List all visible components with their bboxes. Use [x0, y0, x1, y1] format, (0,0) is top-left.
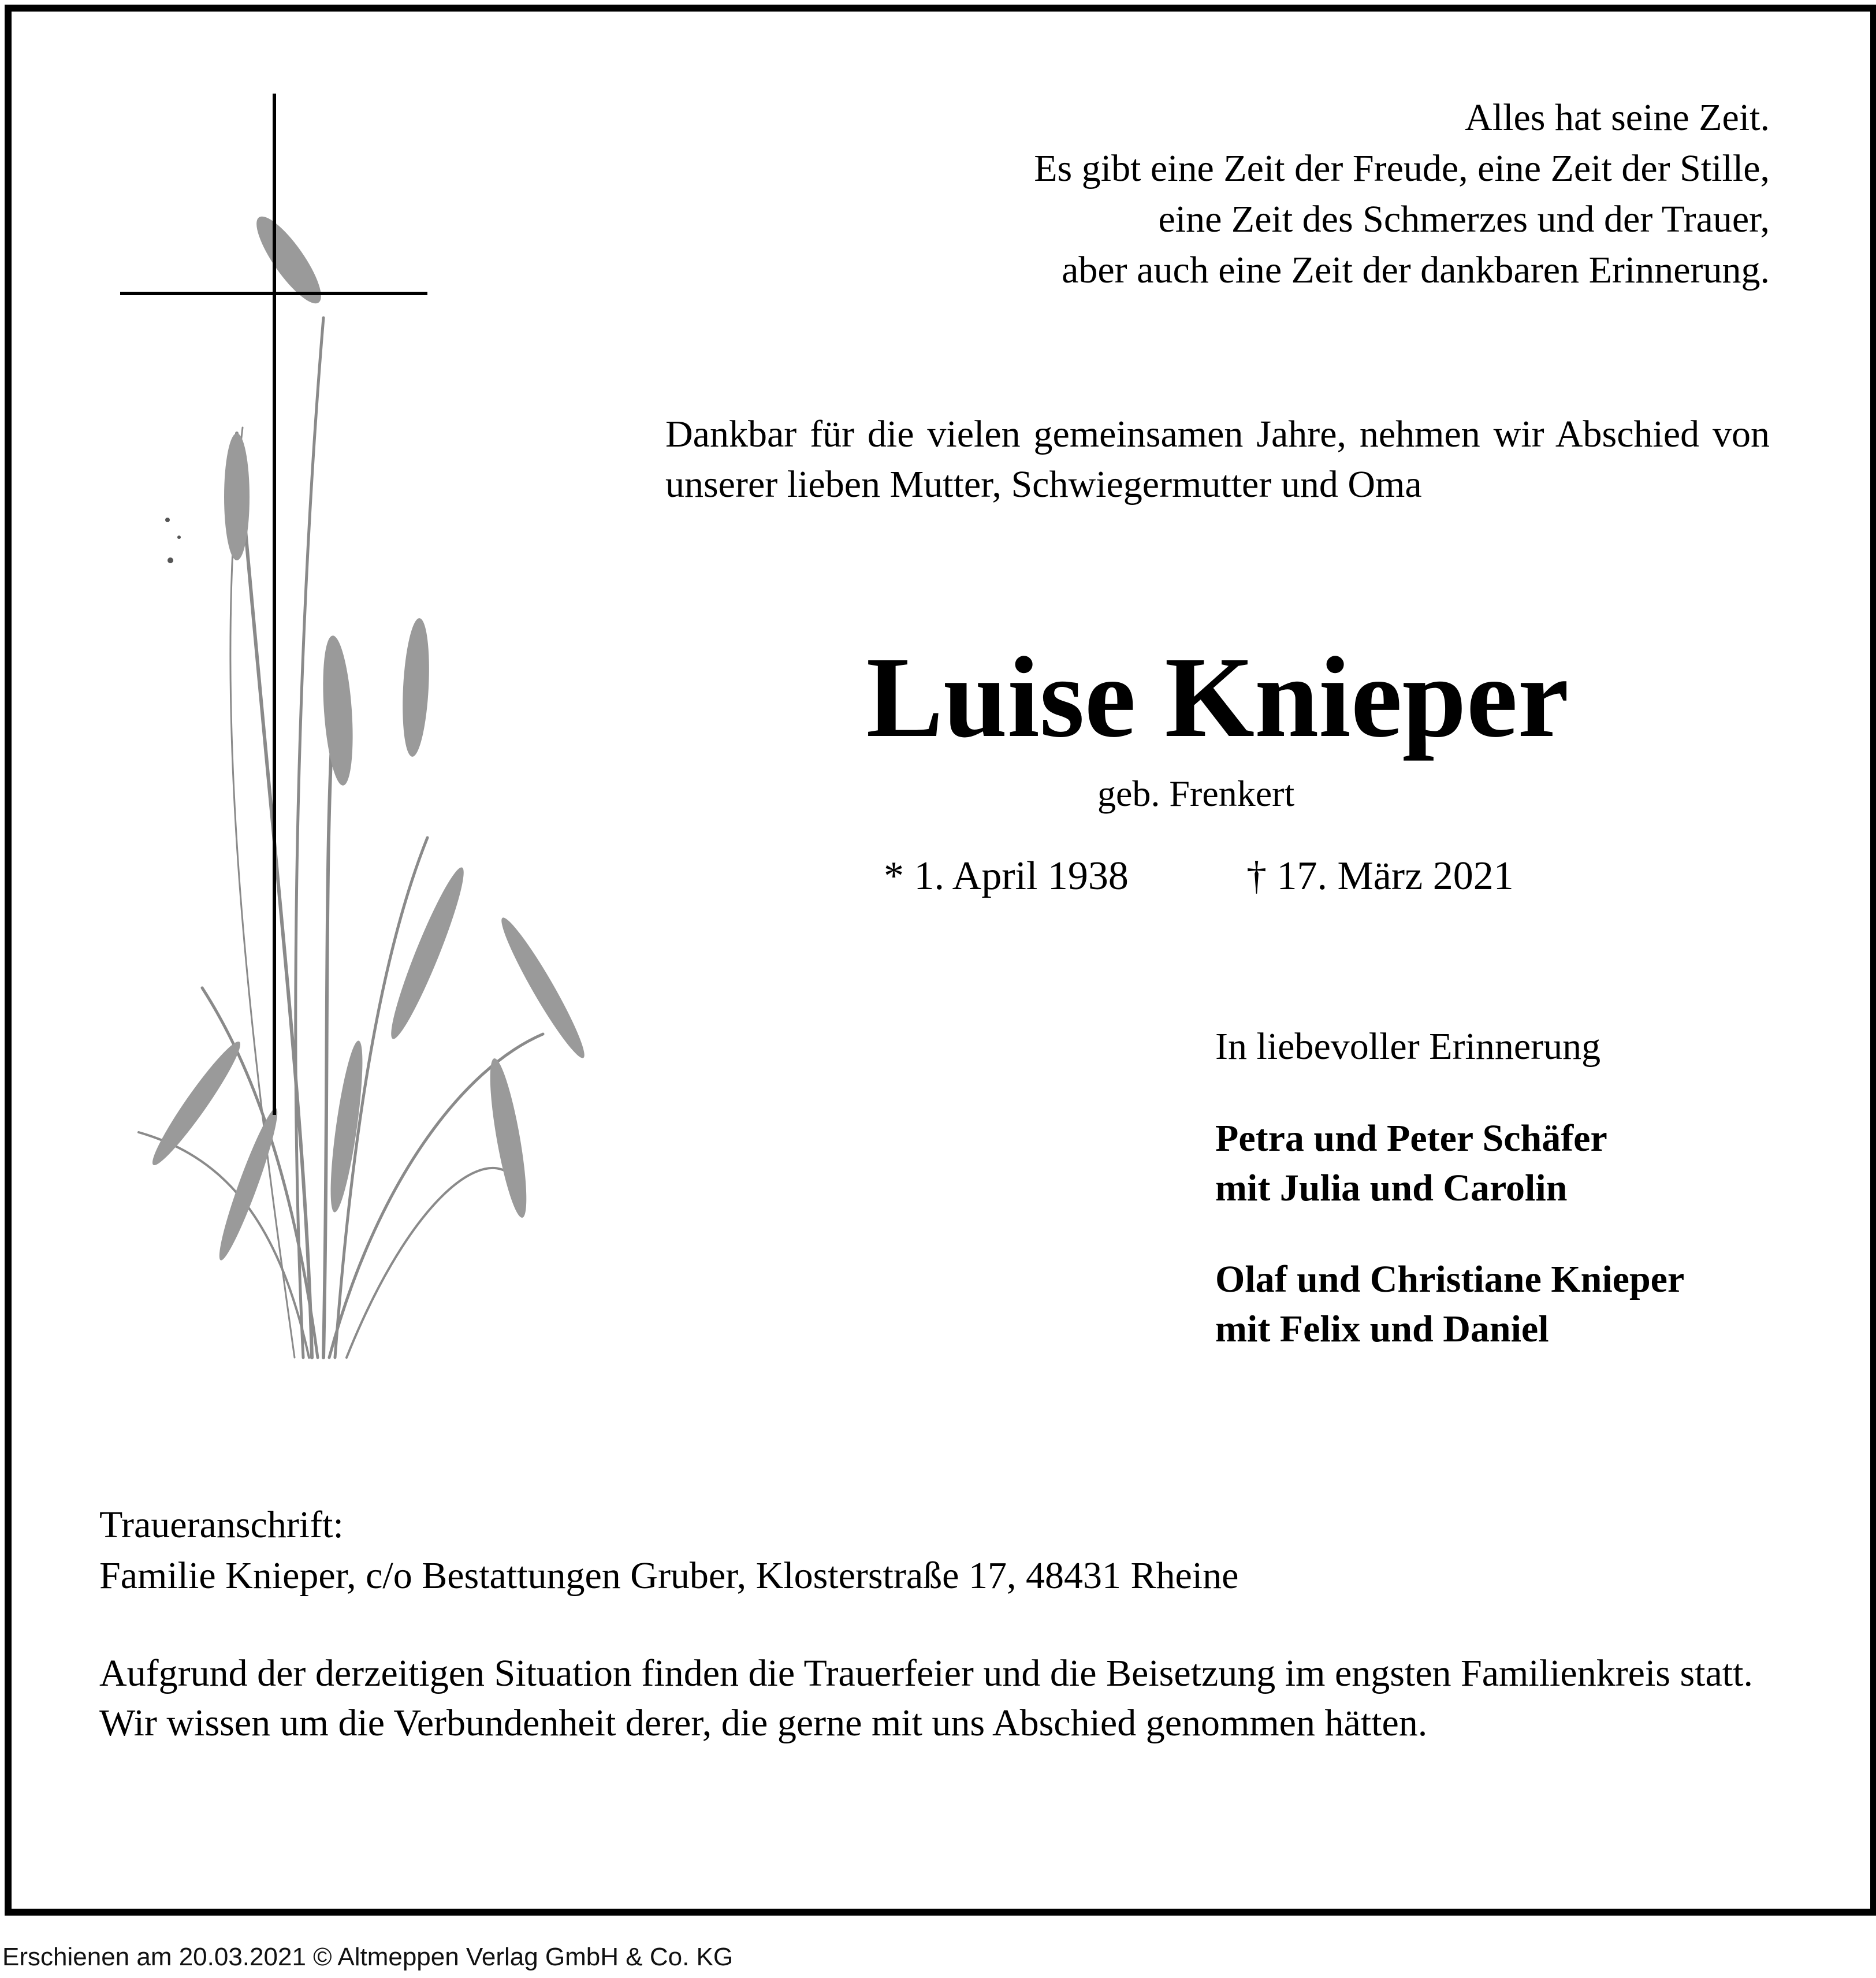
- quote-line: Es gibt eine Zeit der Freude, eine Zeit der Stille,: [1034, 147, 1770, 189]
- death-date: † 17. März 2021: [1246, 854, 1514, 898]
- family-line: mit Felix und Daniel: [1215, 1308, 1549, 1350]
- quote-line: Alles hat seine Zeit.: [1465, 96, 1770, 139]
- quote-line: aber auch eine Zeit der dankbaren Erinnerung.: [1062, 249, 1770, 291]
- funeral-notice: [99, 1649, 1770, 1748]
- notice-line: Aufgrund der derzeitigen Situation finden die Trauerfeier und die Beisetzung im engsten Familienkreis statt.: [99, 1652, 1753, 1694]
- notice-line: Wir wissen um die Verbundenheit derer, die gerne mit uns Abschied genommen hätten.: [99, 1702, 1428, 1744]
- deceased-name: Luise Knieper: [866, 634, 1569, 761]
- intro-text: Dankbar für die vielen gemeinsamen Jahre, nehmen wir Abschied von unserer lieben Mutter, Schwiegermutter und Oma: [665, 413, 1770, 505]
- family-line: mit Julia und Carolin: [1215, 1167, 1568, 1209]
- maiden-name: geb. Frenkert: [1097, 773, 1295, 814]
- cross-with-grain-icon: [104, 87, 601, 1369]
- publication-footer: Erschienen am 20.03.2021 © Altmeppen Verlag GmbH & Co. KG: [2, 1943, 734, 1971]
- signoff: In liebevoller Erinnerung: [1215, 1025, 1601, 1068]
- family-line: Olaf und Christiane Knieper: [1215, 1258, 1685, 1300]
- family-line: Petra und Peter Schäfer: [1215, 1117, 1607, 1159]
- address-label: Traueranschrift:: [99, 1504, 344, 1546]
- address-value: Familie Knieper, c/o Bestattungen Gruber, Klosterstraße 17, 48431 Rheine: [99, 1555, 1239, 1597]
- family-group: [1215, 1114, 1607, 1213]
- mourning-address: [99, 1500, 1238, 1601]
- family-group: [1215, 1255, 1684, 1354]
- birth-date: * 1. April 1938: [884, 854, 1129, 898]
- quote: [1034, 92, 1770, 296]
- quote-line: eine Zeit des Schmerzes und der Trauer,: [1158, 198, 1770, 240]
